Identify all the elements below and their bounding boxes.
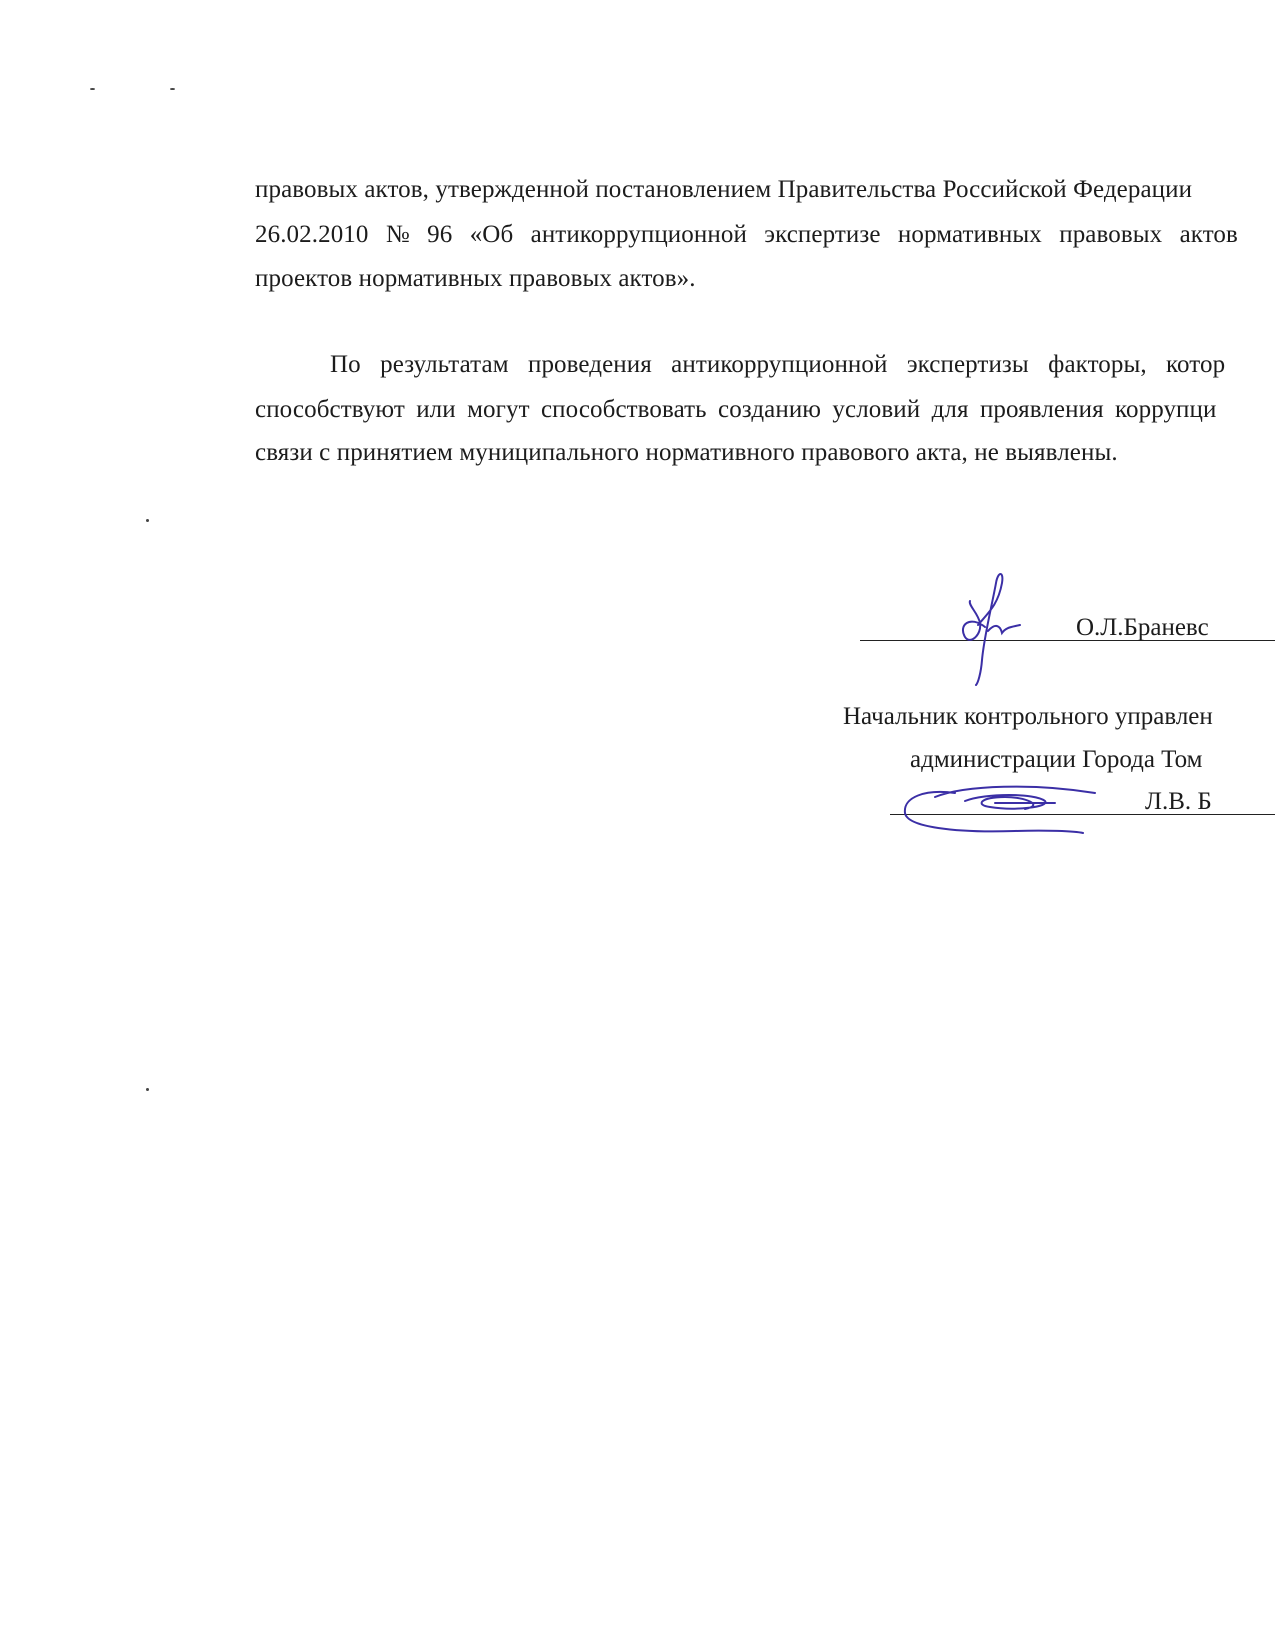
paragraph-2-line-2: способствуют или могут способствовать созданию условий для проявления коррупци <box>255 396 1217 423</box>
scan-speck <box>90 88 95 90</box>
paragraph-1-line-3: проектов нормативных правовых актов». <box>255 265 696 292</box>
signature-line-1 <box>860 640 1275 641</box>
paragraph-1-line-2: 26.02.2010 № 96 «Об антикоррупционной экспертизе нормативных правовых актов <box>255 221 1238 248</box>
signer-2-title-line-2: администрации Города Том <box>910 746 1203 773</box>
scan-speck <box>146 1088 149 1091</box>
signer-2-title-line-1: Начальник контрольного управлен <box>843 703 1213 730</box>
paragraph-1-line-1: правовых актов, утвержденной постановлением Правительства Российской Федерации <box>255 176 1193 203</box>
paragraph-2-line-1: По результатам проведения антикоррупционной экспертизы факторы, котор <box>330 351 1226 378</box>
handwritten-signature-1 <box>940 565 1030 690</box>
scan-speck <box>170 88 175 90</box>
signer-1-name: О.Л.Браневс <box>1076 614 1209 641</box>
paragraph-2-line-3: связи с принятием муниципального нормативного правового акта, не выявлены. <box>255 439 1118 466</box>
scan-speck <box>146 519 149 522</box>
handwritten-signature-2 <box>895 775 1115 840</box>
signer-2-name: Л.В. Б <box>1145 788 1212 815</box>
